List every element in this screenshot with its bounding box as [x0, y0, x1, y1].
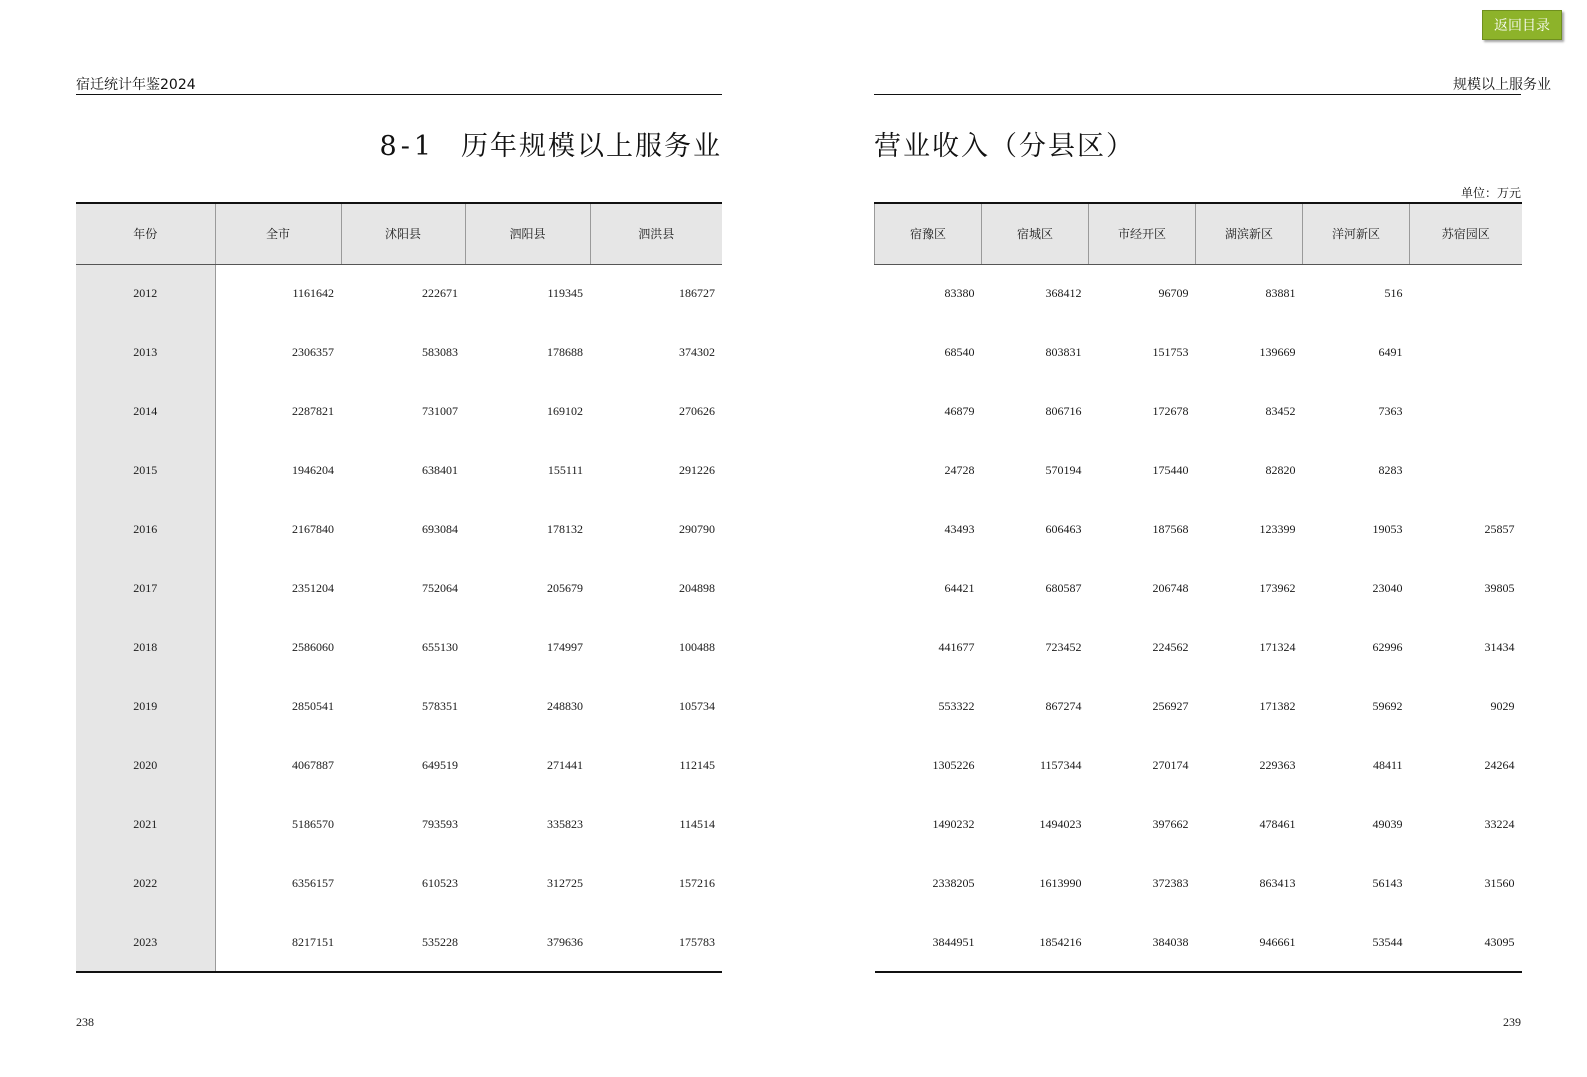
data-table-right: [874, 202, 1522, 973]
table-row: [76, 382, 722, 441]
header-rule-left: [76, 94, 722, 95]
value-cell: 1305226: [932, 758, 975, 772]
value-cell: 2351204: [292, 581, 334, 595]
table-title-right: 营业收入（分县区）: [874, 131, 1135, 162]
year-cell: 2013: [76, 323, 215, 382]
value-cell: 206748: [1152, 581, 1189, 595]
column-header: 宿城区: [982, 203, 1089, 264]
column-header: 全市: [215, 203, 341, 264]
header-rule-right: [874, 94, 1521, 95]
table-row: [875, 441, 1522, 500]
value-cell: 173962: [1259, 581, 1296, 595]
value-cell: 105734: [679, 699, 715, 713]
value-cell: 100488: [679, 640, 715, 654]
value-cell: 312725: [547, 876, 583, 890]
running-header-left: 宿迁统计年鉴2024: [76, 77, 196, 93]
table-row: [875, 618, 1522, 677]
value-cell: 806716: [1045, 404, 1082, 418]
table-number: 8-1: [379, 131, 435, 162]
year-cell: 2022: [76, 854, 215, 913]
value-cell: 372383: [1152, 876, 1189, 890]
value-cell: 2306357: [292, 345, 334, 359]
value-cell: 570194: [1045, 463, 1082, 477]
value-cell: 2586060: [292, 640, 334, 654]
year-cell: 2012: [76, 264, 215, 323]
value-cell: 204898: [679, 581, 715, 595]
value-cell: 4067887: [292, 758, 334, 772]
value-cell: 248830: [547, 699, 583, 713]
value-cell: 655130: [422, 640, 458, 654]
value-cell: 2338205: [932, 876, 975, 890]
value-cell: 48411: [1372, 758, 1403, 772]
value-cell: 553322: [938, 699, 975, 713]
value-cell: 723452: [1045, 640, 1082, 654]
value-cell: 3844951: [875, 913, 982, 972]
value-cell: 25857: [1484, 522, 1515, 536]
value-cell: 205679: [547, 581, 583, 595]
value-cell: 6356157: [292, 876, 334, 890]
value-cell: 1157344: [1039, 758, 1082, 772]
table-row: [76, 736, 722, 795]
year-cell: 2019: [76, 677, 215, 736]
value-cell: [1410, 264, 1522, 323]
table-row: [875, 500, 1522, 559]
value-cell: 83452: [1265, 404, 1296, 418]
value-cell: 2850541: [292, 699, 334, 713]
value-cell: 5186570: [292, 817, 334, 831]
value-cell: 175440: [1152, 463, 1189, 477]
value-cell: 1490232: [932, 817, 975, 831]
value-cell: 56143: [1372, 876, 1403, 890]
page-number-right: 239: [1503, 1015, 1521, 1029]
value-cell: 229363: [1259, 758, 1296, 772]
column-header: 湖滨新区: [1196, 203, 1303, 264]
column-header: 市经开区: [1089, 203, 1196, 264]
value-cell: [1410, 441, 1522, 500]
value-cell: 24264: [1484, 758, 1515, 772]
column-header: 年份: [76, 203, 215, 264]
data-table-left: [76, 202, 722, 973]
value-cell: 1854216: [982, 913, 1089, 972]
table-row: [76, 559, 722, 618]
table-row: [76, 854, 722, 913]
value-cell: 112145: [679, 758, 715, 772]
value-cell: 171382: [1259, 699, 1296, 713]
value-cell: 155111: [547, 463, 583, 477]
value-cell: 270626: [679, 404, 715, 418]
table-row: [875, 382, 1522, 441]
value-cell: 6491: [1378, 345, 1403, 359]
value-cell: 139669: [1259, 345, 1296, 359]
value-cell: 271441: [547, 758, 583, 772]
value-cell: 731007: [422, 404, 458, 418]
year-cell: 2015: [76, 441, 215, 500]
table-row: [76, 618, 722, 677]
value-cell: [1410, 323, 1522, 382]
value-cell: 368412: [1045, 286, 1082, 301]
value-cell: 335823: [547, 817, 583, 831]
value-cell: 49039: [1372, 817, 1403, 831]
value-cell: 1613990: [1039, 876, 1082, 890]
table-title-left-text: 历年规模以上服务业: [461, 131, 722, 162]
value-cell: 649519: [422, 758, 458, 772]
table-row: [76, 441, 722, 500]
value-cell: 7363: [1378, 404, 1403, 418]
value-cell: 172678: [1152, 404, 1189, 418]
value-cell: 384038: [1089, 913, 1196, 972]
value-cell: 23040: [1372, 581, 1403, 595]
table-title-left: [380, 124, 722, 163]
value-cell: 123399: [1259, 522, 1296, 536]
column-header: 沭阳县: [341, 203, 465, 264]
value-cell: 174997: [547, 640, 583, 654]
value-cell: 43095: [1410, 913, 1522, 972]
value-cell: 441677: [938, 640, 975, 654]
value-cell: 82820: [1265, 463, 1296, 477]
table-header-row: [76, 203, 722, 264]
value-cell: 224562: [1152, 640, 1189, 654]
year-cell: 2016: [76, 500, 215, 559]
value-cell: 39805: [1484, 581, 1515, 595]
value-cell: 803831: [1045, 345, 1082, 359]
value-cell: 68540: [944, 345, 975, 359]
value-cell: 151753: [1152, 345, 1189, 359]
value-cell: 31434: [1484, 640, 1515, 654]
table-row: [76, 323, 722, 382]
value-cell: 516: [1384, 286, 1403, 301]
value-cell: 157216: [679, 876, 715, 890]
table-row: [875, 854, 1522, 913]
value-cell: 46879: [944, 404, 975, 418]
value-cell: 535228: [341, 913, 465, 972]
value-cell: 83881: [1265, 286, 1296, 301]
table-row: [76, 795, 722, 854]
running-header-right: 规模以上服务业: [1453, 77, 1551, 93]
year-cell: 2021: [76, 795, 215, 854]
value-cell: 867274: [1045, 699, 1082, 713]
value-cell: 53544: [1303, 913, 1410, 972]
value-cell: 291226: [679, 463, 715, 477]
value-cell: 397662: [1152, 817, 1189, 831]
value-cell: 222671: [422, 286, 458, 301]
year-cell: 2023: [76, 913, 215, 972]
value-cell: 171324: [1259, 640, 1296, 654]
value-cell: 9029: [1490, 699, 1515, 713]
year-cell: 2020: [76, 736, 215, 795]
year-cell: 2018: [76, 618, 215, 677]
back-to-contents-button[interactable]: 返回目录: [1482, 10, 1562, 40]
column-header: 泗阳县: [465, 203, 590, 264]
value-cell: 606463: [1045, 522, 1082, 536]
value-cell: 793593: [422, 817, 458, 831]
year-cell: 2014: [76, 382, 215, 441]
value-cell: 2167840: [292, 522, 334, 536]
value-cell: 374302: [679, 345, 715, 359]
value-cell: 83380: [944, 286, 975, 301]
value-cell: 8283: [1378, 463, 1403, 477]
table-row: [76, 677, 722, 736]
table-row: [76, 264, 722, 323]
value-cell: 693084: [422, 522, 458, 536]
table-row: [875, 323, 1522, 382]
value-cell: 119345: [547, 286, 583, 301]
value-cell: 270174: [1152, 758, 1189, 772]
table-row: [76, 913, 722, 972]
value-cell: 610523: [422, 876, 458, 890]
value-cell: 1946204: [292, 463, 334, 477]
value-cell: 578351: [422, 699, 458, 713]
table-row: [76, 500, 722, 559]
value-cell: 1494023: [1039, 817, 1082, 831]
table-row: [875, 913, 1522, 972]
value-cell: 187568: [1152, 522, 1189, 536]
value-cell: 1161642: [292, 286, 334, 301]
table-row: [875, 795, 1522, 854]
value-cell: 946661: [1196, 913, 1303, 972]
page-number-left: 238: [76, 1015, 94, 1029]
value-cell: 62996: [1372, 640, 1403, 654]
value-cell: 2287821: [292, 404, 334, 418]
value-cell: 379636: [465, 913, 590, 972]
value-cell: 186727: [679, 286, 715, 301]
value-cell: 8217151: [215, 913, 341, 972]
table-row: [875, 559, 1522, 618]
value-cell: 31560: [1484, 876, 1515, 890]
table-row: [875, 264, 1522, 323]
value-cell: 175783: [590, 913, 722, 972]
value-cell: 638401: [422, 463, 458, 477]
value-cell: 863413: [1259, 876, 1296, 890]
value-cell: [1410, 382, 1522, 441]
year-cell: 2017: [76, 559, 215, 618]
value-cell: 256927: [1152, 699, 1189, 713]
column-header: 苏宿园区: [1410, 203, 1522, 264]
value-cell: 114514: [679, 817, 715, 831]
value-cell: 43493: [944, 522, 975, 536]
value-cell: 33224: [1484, 817, 1515, 831]
value-cell: 178132: [547, 522, 583, 536]
value-cell: 24728: [944, 463, 975, 477]
value-cell: 290790: [679, 522, 715, 536]
table-row: [875, 677, 1522, 736]
value-cell: 169102: [547, 404, 583, 418]
column-header: 宿豫区: [875, 203, 982, 264]
table-row: [875, 736, 1522, 795]
table-header-row: [875, 203, 1522, 264]
value-cell: 752064: [422, 581, 458, 595]
unit-label: 单位：万元: [1460, 186, 1521, 200]
value-cell: 583083: [422, 345, 458, 359]
value-cell: 478461: [1259, 817, 1296, 831]
column-header: 洋河新区: [1303, 203, 1410, 264]
value-cell: 680587: [1045, 581, 1082, 595]
value-cell: 64421: [944, 581, 975, 595]
value-cell: 96709: [1158, 286, 1189, 301]
value-cell: 178688: [547, 345, 583, 359]
column-header: 泗洪县: [590, 203, 722, 264]
value-cell: 59692: [1372, 699, 1403, 713]
value-cell: 19053: [1372, 522, 1403, 536]
